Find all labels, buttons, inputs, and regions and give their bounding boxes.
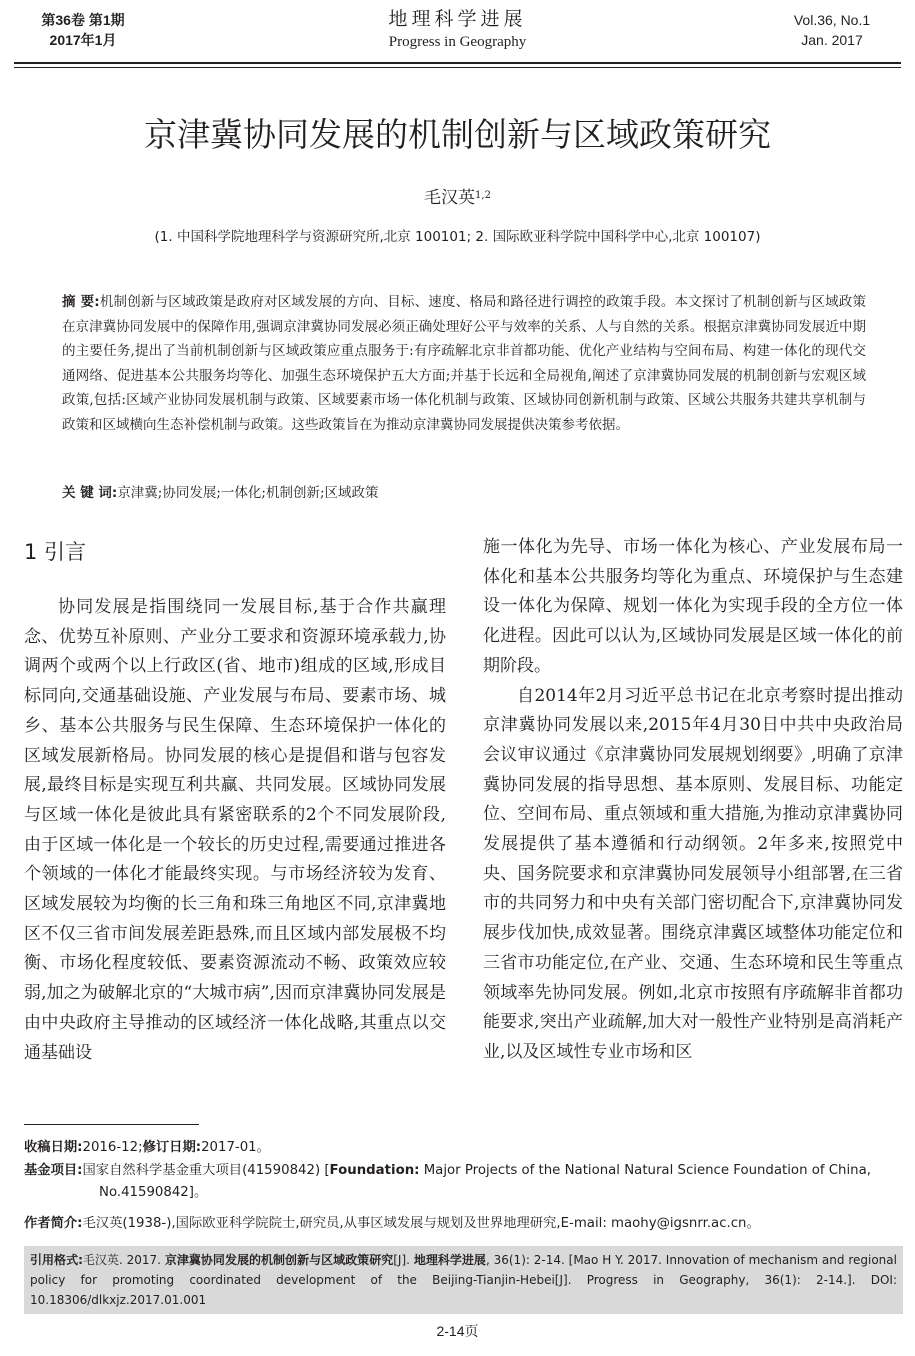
citation-author: 毛汉英. 2017. [82,1253,165,1267]
author-bio-text: 毛汉英(1938-),国际欧亚科学院院士,研究员,从事区域发展与规划及世界地理研究,E-mail: maohy@igsnrr.ac.cn。 [82,1216,760,1231]
revised-label: 修订日期: [142,1140,202,1155]
date-cn: 2017年1月 [49,32,117,48]
abstract [62,290,866,437]
section-heading: 1 引言 [24,540,87,564]
article-title: 京津冀协同发展的机制创新与区域政策研究 [144,115,771,154]
footnote-author [24,1213,903,1235]
keywords-text: 京津冀;协同发展;一体化;机制创新;区域政策 [117,485,379,501]
citation-label: 引用格式: [30,1253,83,1267]
fund-en-text: Major Projects of the National Natural Science Foundation of China, No.41590842]。 [99,1163,871,1200]
keywords [62,481,866,505]
fund-label: 基金项目: [24,1163,83,1178]
citation-box [24,1246,903,1314]
header-rule-thin [14,67,901,68]
journal-name-cn: 地理科学进展 [388,8,527,30]
author-line [0,186,915,210]
volume-issue-cn: 第36卷 第1期 [41,12,125,28]
author-name: 毛汉英 [424,188,476,208]
abstract-text: 机制创新与区域政策是政府对区域发展的方向、目标、速度、格局和路径进行调控的政策手段。本文探讨了机制创新与区域政策在京津冀协同发展中的保障作用,强调京津冀协同发展必须正确处理好公平与效率的关系、人与自然的关系。根据京津冀协同发展近中期的主要任务,提出了当前机制创新与区域政策应重点服务于:有序疏解北京非首都功能、优化产业结构与空间布局、构建一体化的现代交通网络、促进基本公共服务均等化、加强生态环境保护五大方面;并基于长远和全局视角,阐述了京津冀协同发展的机制创新与宏观区域政策,包括:区域产业协同发展机制与政策、区域要素市场一体化机制与政策、区域协同创新机制与政策、区域公共服务共建共享机制与政策和区域横向生态补偿机制与政策。这些政策旨在为推动京津冀协同发展提供决策参考依据。 [62,294,866,433]
body-paragraph: 协同发展是指围绕同一发展目标,基于合作共赢理念、优势互补原则、产业分工要求和资源环境承载力,协调两个或两个以上行政区(省、地市)组成的区域,形成目标同向,交通基础设施、产业发展与布局、要素市场、城乡、基本公共服务与民生保障、生态环境保护一体化的区域发展新格局。协同发展的核心是提倡和谐与包容发展,最终目标是实现互利共赢、共同发展。区域协同发展与区域一体化是彼此具有紧密联系的2个不同发展阶段,由于区域一体化是一个较长的历史过程,需要通过推进各个领域的一体化才能最终实现。与市场经济较为发育、区域发展较为均衡的长三角和珠三角地区不同,京津冀地区不仅三省市间发展差距悬殊,而且区域内部发展极不均衡、市场化程度较低、要素资源流动不畅、政策效应较弱,加之为破解北京的“大城市病”,因而京津冀协同发展是由中央政府主导推动的区域经济一体化战略,其重点以交通基础设 [24,597,446,1063]
footnote-rule [24,1124,199,1125]
fund-text: 国家自然科学基金重大项目(41590842) [ [82,1163,330,1178]
keywords-label: 关 键 词: [62,485,118,501]
body-paragraph-continued: 施一体化为先导、市场一体化为核心、产业发展布局一体化和基本公共服务均等化为重点、环境保护与生态建设一体化为保障、规划一体化为实现手段的全方位一体化进程。因此可以认为,区域协同发展是区域一体化的前期阶段。 [483,537,903,676]
header-rule-thick [14,62,901,64]
citation-journal: 地理科学进展 [413,1253,486,1267]
citation-title: 京津冀协同发展的机制创新与区域政策研究 [164,1253,394,1267]
received-label: 收稿日期: [24,1140,83,1155]
journal-name-en: Progress in Geography [388,34,527,50]
right-column [483,533,903,1068]
body-paragraph: 自2014年2月习近平总书记在北京考察时提出推动京津冀协同发展以来,2015年4月30日中共中央政治局会议审议通过《京津冀协同发展规划纲要》,明确了京津冀协同发展的指导思想、基本原则、发展目标、功能定位、空间布局、重点领域和重大措施,为推动京津冀协同发展提供了基本遵循和行动纲领。2年多来,按照党中央、国务院要求和京津冀协同发展领导小组部署,在三省市的共同努力和中央有关部门密切配合下,京津冀协同发展步伐加快,成效显著。围绕京津冀区域整体功能定位和三省市功能定位,在产业、交通、生态环境和民生等重点领域率先协同发展。例如,北京市按照有序疏解非首都功能要求,突出产业疏解,加大对一般性产业特别是高消耗产业,以及区域性专业市场和区 [483,685,903,1062]
left-column [24,593,446,1068]
citation-rest: , 36(1): 2-14. [Mao H Y. 2017. Innovation of mechanism and regional policy for promoting coordinated development of the Beijing-Tianjin-Hebei[J]. Progress in Geography, 36(1): 2-14.]. DOI: 10.18306/dlkxjz.2017.01.001 [30,1253,897,1307]
volume-issue-en [777,10,887,50]
date-en: Jan. 2017 [801,32,863,48]
page-number: 2-14页 [436,1323,479,1339]
author-affil-marks: 1,2 [475,190,491,201]
author-bio-label: 作者简介: [24,1216,83,1231]
received-date: 2016-12; [82,1140,143,1155]
abstract-label: 摘 要: [62,294,100,310]
affiliation: (1. 中国科学院地理科学与资源研究所,北京 100101; 2. 国际欧亚科学院中国科学中心,北京 100107) [154,229,761,245]
footnote-dates [24,1137,903,1159]
volume-en: Vol.36, No.1 [793,12,871,28]
revised-date: 2017-01。 [201,1140,270,1155]
citation-type: [J]. [393,1253,414,1267]
footnote-funding [24,1160,903,1204]
fund-en-label: Foundation: [329,1163,420,1178]
